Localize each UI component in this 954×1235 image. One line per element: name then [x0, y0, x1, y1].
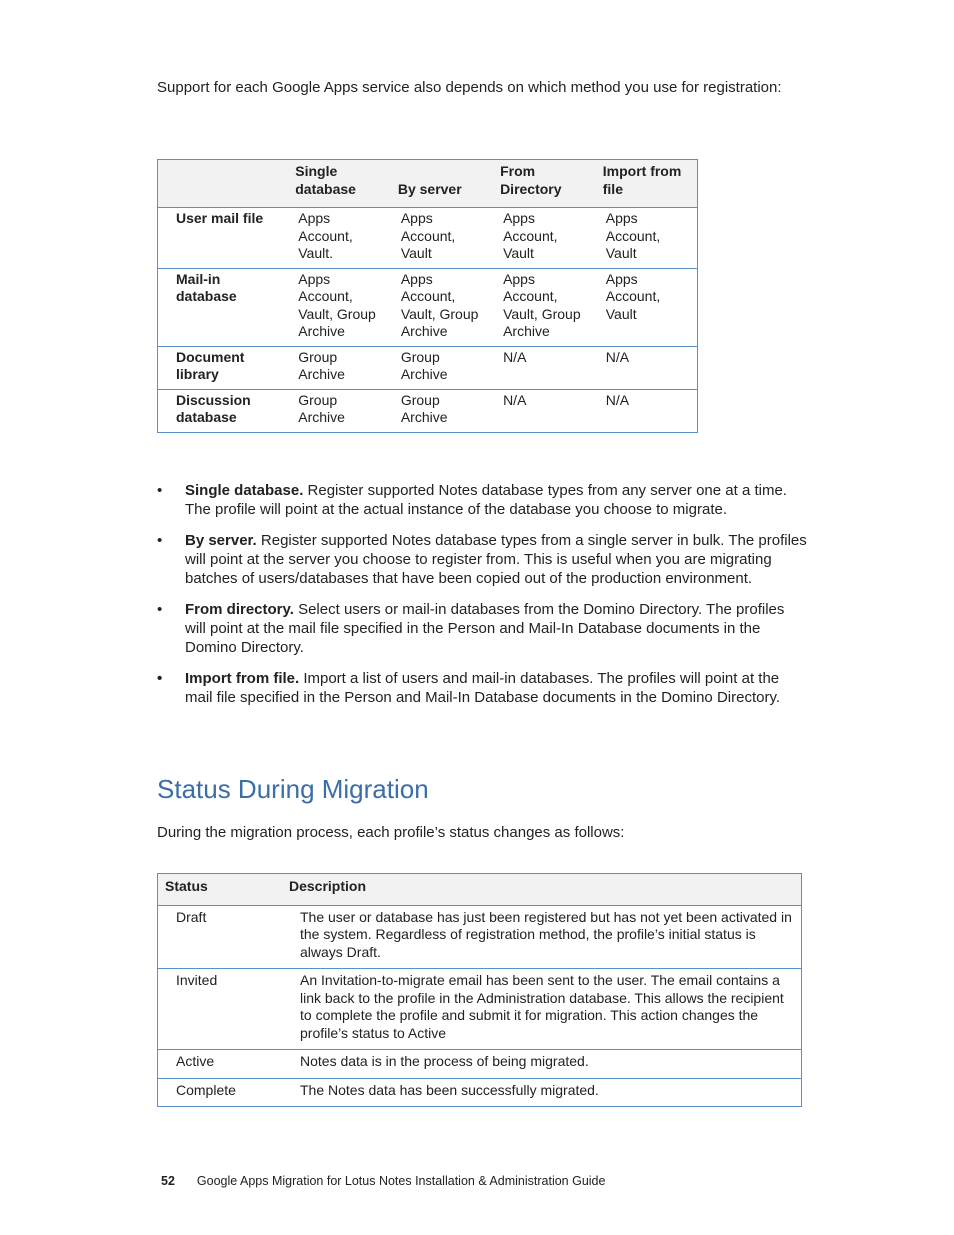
- header-single-database: Single database: [287, 160, 390, 208]
- page-footer: [161, 1173, 605, 1189]
- status-cell: Invited: [158, 969, 283, 1050]
- table-row: [158, 346, 698, 389]
- bullet-marker: •: [157, 482, 163, 499]
- table-cell: Apps Account, Vault: [595, 208, 698, 269]
- header-status: Status: [158, 874, 283, 906]
- table-row: [158, 268, 698, 346]
- registration-methods-list: [157, 481, 807, 719]
- bullet-text: Register supported Notes database types from a single server in bulk. The profiles will point at the server you choose to register from. This is useful when you are migrating batches of users/databases that have been copied out of the production environment.: [185, 532, 807, 587]
- description-cell: An Invitation-to-migrate email has been sent to the user. The email contains a link back to the profile in the Administration database. This allows the recipient to complete the profile and submit it for migration. This action changes the profile’s status to Active: [282, 969, 802, 1050]
- bullet-marker: •: [157, 670, 163, 687]
- description-cell: Notes data is in the process of being migrated.: [282, 1050, 802, 1079]
- table-cell: N/A: [595, 346, 698, 389]
- table-cell: Apps Account, Vault: [492, 208, 595, 269]
- table-row: [158, 389, 698, 432]
- header-by-server: By server: [390, 160, 492, 208]
- bullet-term: By server.: [185, 532, 257, 549]
- intro-paragraph: Support for each Google Apps service also depends on which method you use for registration:: [157, 79, 782, 96]
- status-cell: Complete: [158, 1078, 283, 1107]
- description-cell: The Notes data has been successfully migrated.: [282, 1078, 802, 1107]
- status-table: [157, 873, 802, 1107]
- row-label: User mail file: [158, 208, 288, 269]
- table-row: [158, 208, 698, 269]
- bullet-marker: •: [157, 601, 163, 618]
- table-cell: Apps Account, Vault.: [287, 208, 390, 269]
- status-cell: Draft: [158, 905, 283, 969]
- table-cell: N/A: [492, 389, 595, 432]
- table-cell: N/A: [492, 346, 595, 389]
- table-row: [158, 1050, 802, 1079]
- row-label: Mail-in database: [158, 268, 288, 346]
- table-cell: Group Archive: [390, 389, 492, 432]
- list-item: [157, 481, 807, 519]
- table-cell: N/A: [595, 389, 698, 432]
- table-cell: Group Archive: [287, 389, 390, 432]
- table-header-row: [158, 874, 802, 906]
- table-cell: Group Archive: [390, 346, 492, 389]
- registration-methods-table: [157, 159, 698, 433]
- row-label: Discussion database: [158, 389, 288, 432]
- table-cell: Apps Account, Vault: [390, 208, 492, 269]
- status-cell: Active: [158, 1050, 283, 1079]
- header-cell-empty: [158, 160, 288, 208]
- list-item: [157, 669, 807, 707]
- bullet-text: Register supported Notes database types from any server one at a time. The profile will point at the actual instance of the database you choose to migrate.: [185, 482, 787, 518]
- table-cell: Apps Account, Vault, Group Archive: [390, 268, 492, 346]
- table-cell: Apps Account, Vault: [595, 268, 698, 346]
- section-lead-paragraph: During the migration process, each profile’s status changes as follows:: [157, 824, 625, 841]
- bullet-text: Import a list of users and mail-in databases. The profiles will point at the mail file specified in the Person and Mail-In Database documents in the Domino Directory.: [185, 670, 781, 706]
- header-from-directory: From Directory: [492, 160, 595, 208]
- section-heading: Status During Migration: [157, 774, 429, 804]
- table-cell: Apps Account, Vault, Group Archive: [492, 268, 595, 346]
- bullet-term: Import from file.: [185, 670, 300, 687]
- table-row: [158, 905, 802, 969]
- table-row: [158, 1078, 802, 1107]
- footer-title: Google Apps Migration for Lotus Notes Installation & Administration Guide: [196, 1174, 606, 1188]
- header-import-from-file: Import from file: [595, 160, 698, 208]
- table-cell: Apps Account, Vault, Group Archive: [287, 268, 390, 346]
- header-description: Description: [282, 874, 802, 906]
- page-number: 52: [161, 1174, 175, 1188]
- bullet-term: Single database.: [185, 482, 304, 499]
- description-cell: The user or database has just been registered but has not yet been activated in the system. Regardless of registration method, the profile’s initial status is always Draft.: [282, 905, 802, 969]
- list-item: [157, 600, 807, 657]
- table-cell: Group Archive: [287, 346, 390, 389]
- list-item: [157, 531, 807, 588]
- bullet-term: From directory.: [185, 601, 294, 618]
- table-header-row: [158, 160, 698, 208]
- bullet-marker: •: [157, 532, 163, 549]
- row-label: Document library: [158, 346, 288, 389]
- bullet-text: Select users or mail-in databases from the Domino Directory. The profiles will point at the mail file specified in the Person and Mail-In Database documents in the Domino Directory.: [185, 601, 785, 656]
- table-row: [158, 969, 802, 1050]
